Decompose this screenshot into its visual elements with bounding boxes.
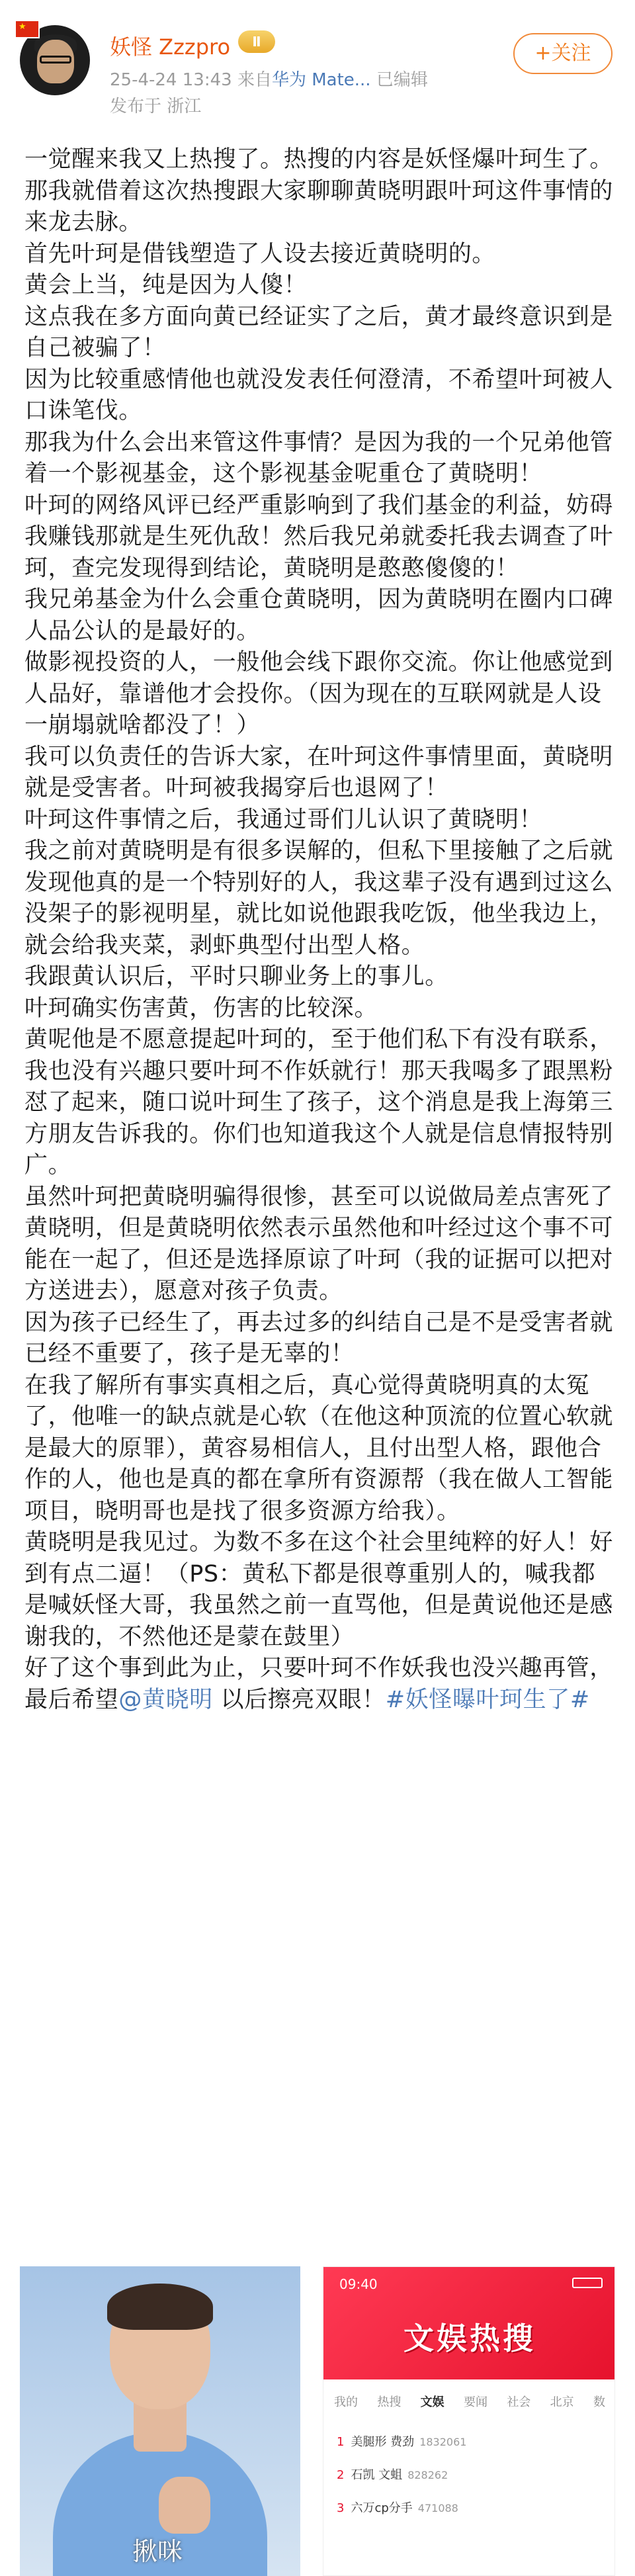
post-paragraph: 那我为什么会出来管这件事情？是因为我的一个兄弟他管着一个影视基金，这个影视基金呢重仓了黄晓明！ xyxy=(24,429,614,487)
hashtag-link[interactable]: #妖怪曝叶珂生了# xyxy=(385,1686,590,1713)
post-paragraph: 叶珂的网络风评已经严重影响到了我们基金的利益，妨碍我赚钱那就是生死仇敌！然后我兄弟就委托我去调查了叶珂，查完发现得到结论，黄晓明是憨憨傻傻的！ xyxy=(24,492,614,582)
post-paragraph: 因为孩子已经生了，再去过多的纠结自己是不是受害者就已经不重要了，孩子是无辜的！ xyxy=(24,1309,614,1367)
device-link[interactable]: 华为 Mate... xyxy=(271,70,371,90)
tab-entertainment: 文娱 xyxy=(420,2395,444,2409)
post-image-hot-search[interactable] xyxy=(323,2266,615,2576)
hot-search-item: 1 美腿形 费劲 1832061 xyxy=(337,2435,467,2449)
post-body xyxy=(24,144,614,1716)
post-header xyxy=(0,0,635,132)
battery-icon xyxy=(572,2278,603,2288)
hot-search-item: 2 石凯 文蛆 828262 xyxy=(337,2468,448,2482)
tab-society: 社会 xyxy=(507,2395,531,2409)
post-text: 好了这个事到此为止，只要叶珂不作妖我也没兴趣再管，最后希望 xyxy=(24,1655,614,1713)
post-paragraph-last xyxy=(24,1653,614,1716)
tab-mine: 我的 xyxy=(334,2395,358,2409)
post-paragraph: 黄会上当，纯是因为人傻！ xyxy=(24,272,308,298)
user-name[interactable]: 妖怪 Zzzpro xyxy=(110,34,231,60)
post-image-portrait[interactable] xyxy=(20,2266,300,2576)
tab-hot: 热搜 xyxy=(377,2395,402,2409)
post-date: 25-4-24 13:43 xyxy=(110,70,232,90)
status-time: 09:40 xyxy=(339,2276,378,2292)
edited-label: 已编辑 xyxy=(376,70,428,90)
post-paragraph: 我可以负责任的告诉大家，在叶珂这件事情里面，黄晓明就是受害者。叶珂被我揭穿后也退网了！ xyxy=(24,743,614,801)
china-flag-icon: ★ xyxy=(15,20,40,38)
image-caption: 揪咪 xyxy=(132,2537,183,2566)
hot-search-title: 文娱热搜 xyxy=(403,2321,536,2356)
tab-beijing: 北京 xyxy=(550,2395,574,2409)
level-badge: Ⅱ xyxy=(238,30,275,53)
finger-heart-hand xyxy=(159,2477,210,2534)
tab-more: 数 xyxy=(593,2395,605,2409)
post-paragraph: 首先叶珂是借钱塑造了人设去接近黄晓明的。 xyxy=(24,240,496,267)
hot-search-item: 3 六万cp分手 471088 xyxy=(337,2501,458,2515)
follow-button[interactable]: +关注 xyxy=(513,33,613,74)
post-paragraph: 因为比较重感情他也就没发表任何澄清，不希望叶珂被人口诛笔伐。 xyxy=(24,366,614,424)
post-paragraph: 一觉醒来我又上热搜了。热搜的内容是妖怪爆叶珂生了。那我就借着这次热搜跟大家聊聊黄晓明跟叶珂这件事情的来龙去脉。 xyxy=(24,146,614,236)
mention-link[interactable]: @黄晓明 xyxy=(118,1686,213,1713)
post-paragraph: 叶珂这件事情之后，我通过哥们儿认识了黄晓明！ xyxy=(24,806,543,833)
post-paragraph: 叶珂确实伤害黄，伤害的比较深。 xyxy=(24,995,378,1022)
post-paragraph: 我跟黄认识后，平时只聊业务上的事儿。 xyxy=(24,963,448,990)
from-prefix: 来自 xyxy=(237,70,272,90)
post-paragraph: 做影视投资的人，一般他会线下跟你交流。你让他感觉到人品好，靠谱他才会投你。（因为现在的互联网就是人设一崩塌就啥都没了！） xyxy=(24,649,614,738)
post-images xyxy=(20,2266,615,2576)
hot-search-tabs xyxy=(334,2393,605,2413)
post-paragraph: 在我了解所有事实真相之后，真心觉得黄晓明真的太冤了，他唯一的缺点就是心软（在他这种顶流的位置心软就是最大的原罪），黄容易相信人，且付出型人格，跟他合作的人，他也是真的都在拿所有资源帮（我在做人工智能项目，晓明哥也是找了很多资源方给我）。 xyxy=(24,1372,614,1525)
tab-news: 要闻 xyxy=(463,2395,487,2409)
post-paragraph: 我之前对黄晓明是有很多误解的，但私下里接触了之后就发现他真的是一个特别好的人，我这辈子没有遇到过这么没架子的影视明星，就比如说他跟我吃饭，他坐我边上，就会给我夹菜，剥虾典型付出型人格。 xyxy=(24,838,614,959)
post-paragraph: 我兄弟基金为什么会重仓黄晓明，因为黄晓明在圈内口碑人品公认的是最好的。 xyxy=(24,586,614,644)
post-paragraph: 这点我在多方面向黄已经证实了之后，黄才最终意识到是自己被骗了！ xyxy=(24,303,614,361)
post-text: 以后擦亮双眼！ xyxy=(212,1686,386,1713)
post-meta xyxy=(110,66,428,91)
post-paragraph: 黄呢他是不愿意提起叶珂的，至于他们私下有没有联系，我也没有兴趣只要叶珂不作妖就行！那天我喝多了跟黑粉怼了起来，随口说叶珂生了孩子，这个消息是我上海第三方朋友告诉我的。你们也知道我这个人就是信息情报特别广。 xyxy=(24,1026,614,1178)
post-paragraph: 黄晓明是我见过。为数不多在这个社会里纯粹的好人！好到有点二逼！（PS：黄私下都是很尊重别人的，喊我都是喊妖怪大哥，我虽然之前一直骂他，但是黄说他还是感谢我的，不然他还是蒙在鼓里） xyxy=(24,1529,614,1650)
post-location: 发布于 浙江 xyxy=(110,97,202,116)
post-paragraph: 虽然叶珂把黄晓明骗得很惨，甚至可以说做局差点害死了黄晓明，但是黄晓明依然表示虽然他和叶经过这个事不可能在一起了，但还是选择原谅了叶珂（我的证据可以把对方送进去），愿意对孩子负责。 xyxy=(24,1183,614,1304)
